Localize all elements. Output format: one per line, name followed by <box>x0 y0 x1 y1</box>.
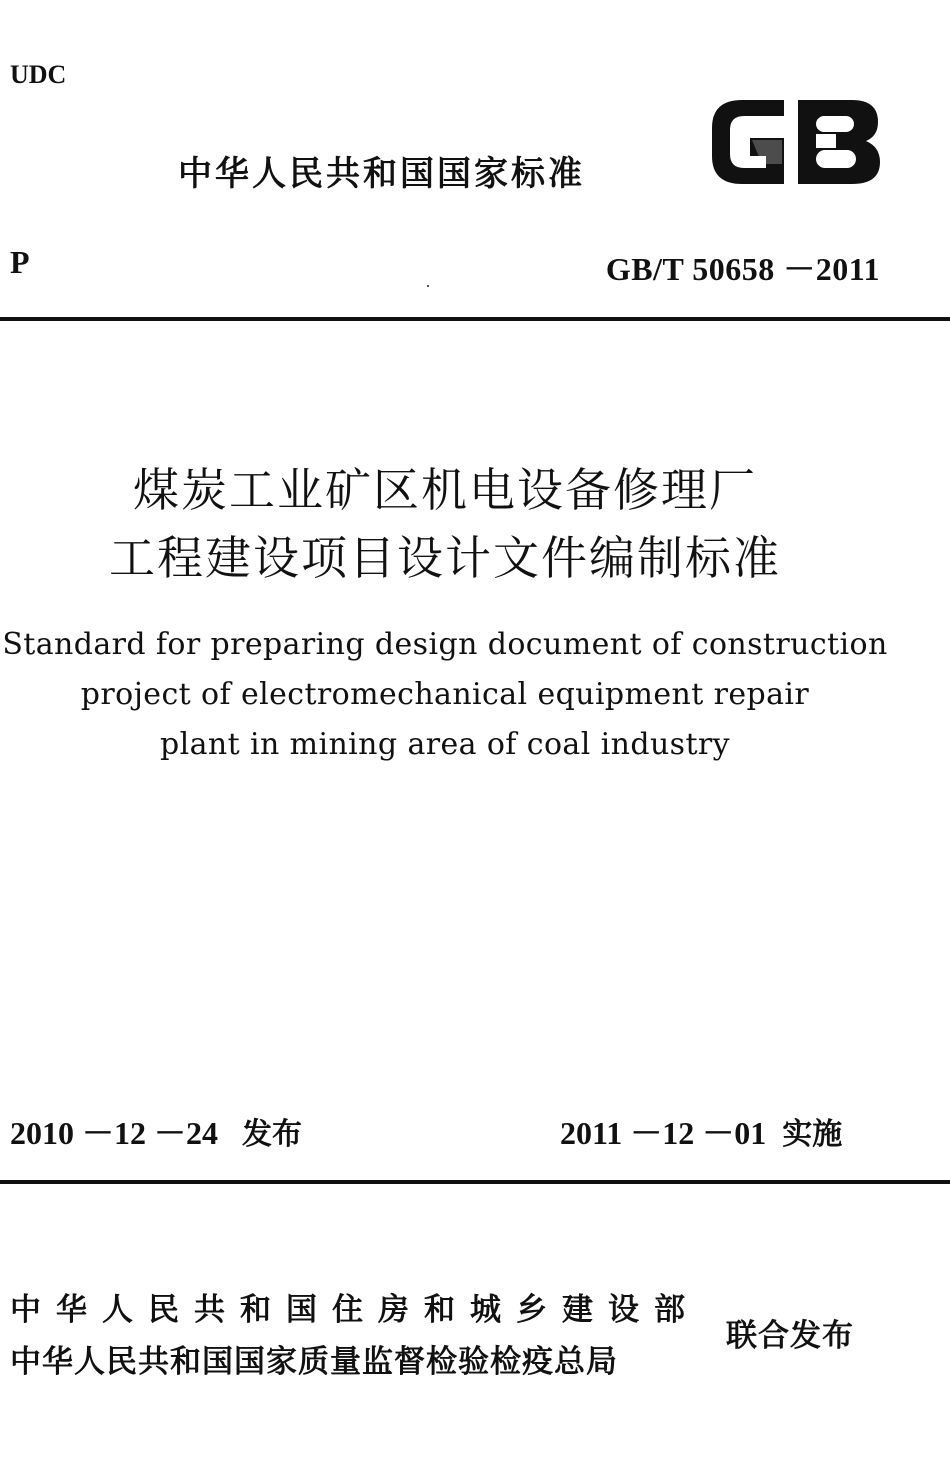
title-cn-line-2: 工程建设项目设计文件编制标准 <box>109 531 781 585</box>
implement-date: 2011 －12 －01 <box>560 1115 767 1151</box>
implement-date-block <box>560 1108 842 1154</box>
national-standard-heading: 中华人民共和国国家标准 <box>178 154 585 194</box>
issue-date-block <box>10 1108 302 1154</box>
standard-number: GB/T 50658 －2011 <box>605 251 880 287</box>
udc-label: UDC <box>10 60 67 89</box>
issue-label: 发布 <box>242 1117 303 1152</box>
title-cn-line-1: 煤炭工业矿区机电设备修理厂 <box>133 463 757 517</box>
title-en-line-2: project of electromechanical equipment repair <box>80 677 810 712</box>
bottom-divider <box>0 1180 950 1184</box>
issue-date: 2010 －12 －24 <box>10 1115 219 1151</box>
gb-logo-icon <box>706 94 884 190</box>
implement-label: 实施 <box>782 1117 843 1152</box>
speck-mark <box>427 285 429 287</box>
top-divider <box>0 317 950 321</box>
publisher-1: 中华人民共和国住房和城乡建设部 <box>10 1292 700 1328</box>
joint-publish-label: 联合发布 <box>726 1318 854 1354</box>
category-code: P <box>10 244 30 280</box>
title-en-line-3: plant in mining area of coal industry <box>159 727 731 762</box>
title-en-line-1: Standard for preparing design document of construction <box>2 627 888 662</box>
publisher-2: 中华人民共和国国家质量监督检验检疫总局 <box>10 1344 618 1380</box>
